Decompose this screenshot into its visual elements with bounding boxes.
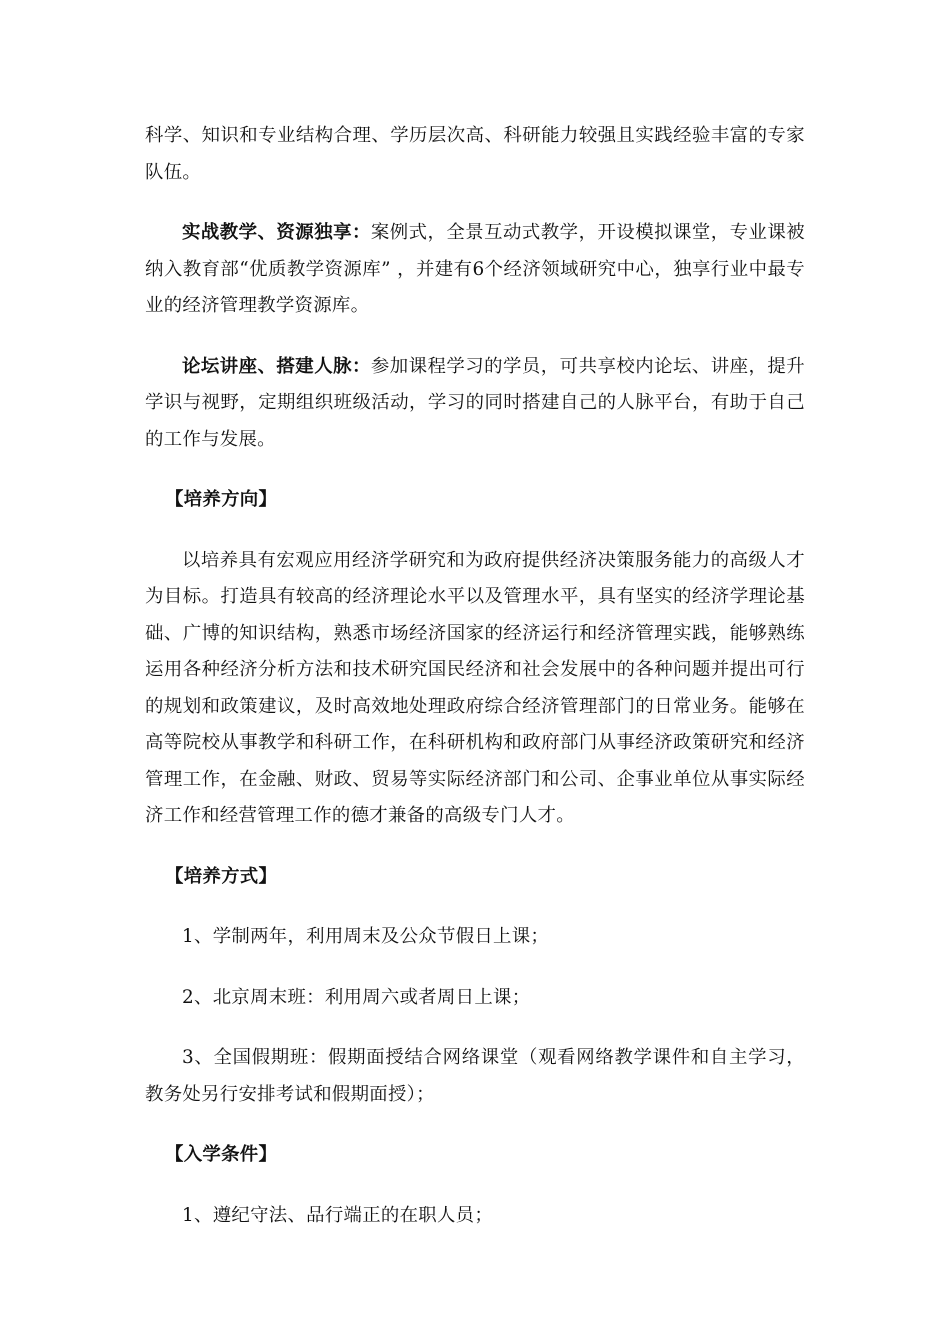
intro-paragraph: 科学、知识和专业结构合理、学历层次高、科研能力较强且实践经验丰富的专家队伍。 [145,125,805,183]
feature-body: 案例式，全景互动式教学，开设模拟课堂，专业课被纳入教育部“优质教学资源库” ，并建有6个经济领域研究中心，独享行业中最专业的经济管理教学资源库。 [145,222,805,316]
section-heading-method: 【培养方式】 [165,865,278,887]
feature-paragraph-practice [145,215,805,325]
feature-paragraph-forum [145,349,805,459]
feature-title: 论坛讲座、搭建人脉： [182,355,371,377]
feature-body: 参加课程学习的学员，可共享校内论坛、讲座，提升学识与视野，定期组织班级活动，学习的同时搭建自己的人脉平台，有助于自己的工作与发展。 [145,355,805,450]
section-heading-direction: 【培养方向】 [165,489,278,510]
list-item: 3、全国假期班：假期面授结合网络课堂（观看网络教学课件和自主学习，教务处另行安排考试和假期面授）； [145,1047,805,1105]
list-item: 1、遵纪守法、品行端正的在职人员； [182,1204,494,1226]
section-heading-admission: 【入学条件】 [165,1144,278,1165]
feature-title: 实战教学、资源独享： [182,222,371,243]
list-item: 1、学制两年，利用周末及公众节假日上课； [182,926,550,947]
list-item: 2、北京周末班：利用周六或者周日上课； [182,986,531,1008]
direction-paragraph: 以培养具有宏观应用经济学研究和为政府提供经济决策服务能力的高级人才为目标。打造具有较高的经济理论水平以及管理水平，具有坚实的经济学理论基础、广博的知识结构，熟悉市场经济国家的经济运行和经济管理实践，能够熟练运用各种经济分析方法和技术研究国民经济和社会发展中的各种问题并提出可行的规划和政策建议，及时高效地处理政府综合经济管理部门的日常业务。能够在高等院校从事教学和科研工作，在科研机构和政府部门从事经济政策研究和经济管理工作，在金融、财政、贸易等实际经济部门和公司、企事业单位从事实际经济工作和经营管理工作的德才兼备的高级专门人才。 [145,549,805,826]
